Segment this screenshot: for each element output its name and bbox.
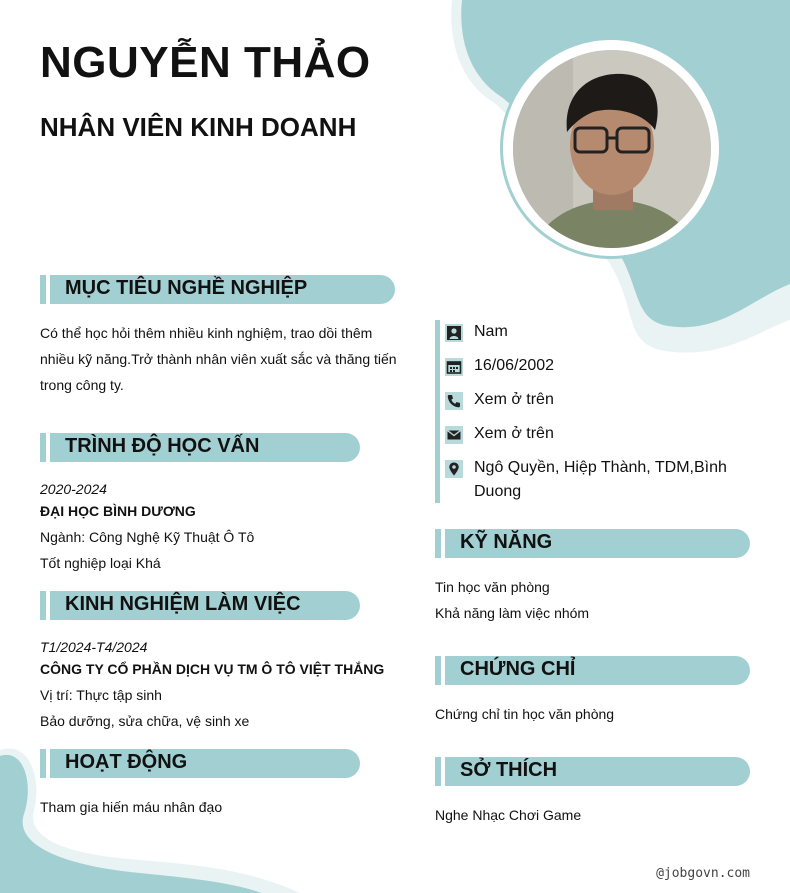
- gender-value: Nam: [474, 323, 508, 340]
- hobbies-title: SỞ THÍCH: [460, 759, 558, 781]
- certificates-text: Chứng chỉ tin học văn phòng: [435, 706, 615, 722]
- activities-header: [40, 749, 360, 778]
- phone-icon: [445, 392, 463, 410]
- candidate-position: NHÂN VIÊN KINH DOANH: [40, 112, 357, 142]
- education-header: [40, 433, 360, 462]
- certificates-header: [435, 656, 750, 685]
- objective-text: Có thể học hỏi thêm nhiều kinh nghiệm, trao dồi thêm nhiều kỹ năng.Trở thành nhân viên xuất sắc và thăng tiến trong công ty.: [40, 325, 397, 393]
- email-value: Xem ở trên: [474, 425, 554, 442]
- education-period: 2020-2024: [40, 481, 107, 497]
- skill-item: Khả năng làm việc nhóm: [435, 605, 590, 621]
- hobbies-header: [435, 757, 750, 786]
- person-icon: [445, 324, 463, 342]
- experience-title: KINH NGHIỆM LÀM VIỆC: [65, 593, 301, 615]
- education-major: Ngành: Công Nghệ Kỹ Thuật Ô Tô: [40, 529, 255, 545]
- address-value: Ngô Quyền, Hiệp Thành, TDM,Bình Duong: [474, 459, 727, 500]
- experience-header: [40, 591, 360, 620]
- phone-value: Xem ở trên: [474, 391, 554, 408]
- skills-header: [435, 529, 750, 558]
- calendar-icon: [445, 358, 463, 376]
- location-pin-icon: [445, 460, 463, 478]
- experience-duties: Bảo dưỡng, sửa chữa, vệ sinh xe: [40, 713, 250, 729]
- hobbies-text: Nghe Nhạc Chơi Game: [435, 807, 582, 823]
- candidate-name: NGUYỄN THẢO: [40, 38, 371, 87]
- skills-list: [435, 574, 589, 626]
- avatar: [513, 50, 711, 248]
- education-school: ĐẠI HỌC BÌNH DƯƠNG: [40, 503, 196, 519]
- mail-icon: [445, 426, 463, 444]
- activities-title: HOẠT ĐỘNG: [65, 751, 188, 773]
- education-result: Tốt nghiệp loại Khá: [40, 555, 161, 571]
- objective-title: MỤC TIÊU NGHỀ NGHIỆP: [65, 277, 308, 299]
- skills-title: KỸ NĂNG: [460, 531, 553, 553]
- experience-period: T1/2024-T4/2024: [40, 639, 148, 655]
- certificates-title: CHỨNG CHỈ: [460, 658, 576, 680]
- contact-divider: [435, 320, 440, 503]
- experience-company: CÔNG TY CỔ PHẦN DỊCH VỤ TM Ô TÔ VIỆT THẮNG: [40, 661, 385, 677]
- objective-header: [40, 275, 395, 304]
- birthday-value: 16/06/2002: [474, 357, 555, 374]
- activities-text: Tham gia hiến máu nhân đạo: [40, 799, 223, 815]
- skill-item: Tin học văn phòng: [435, 579, 550, 595]
- watermark: @jobgovn.com: [656, 866, 750, 881]
- experience-role: Vị trí: Thực tập sinh: [40, 687, 162, 703]
- education-title: TRÌNH ĐỘ HỌC VẤN: [65, 435, 260, 457]
